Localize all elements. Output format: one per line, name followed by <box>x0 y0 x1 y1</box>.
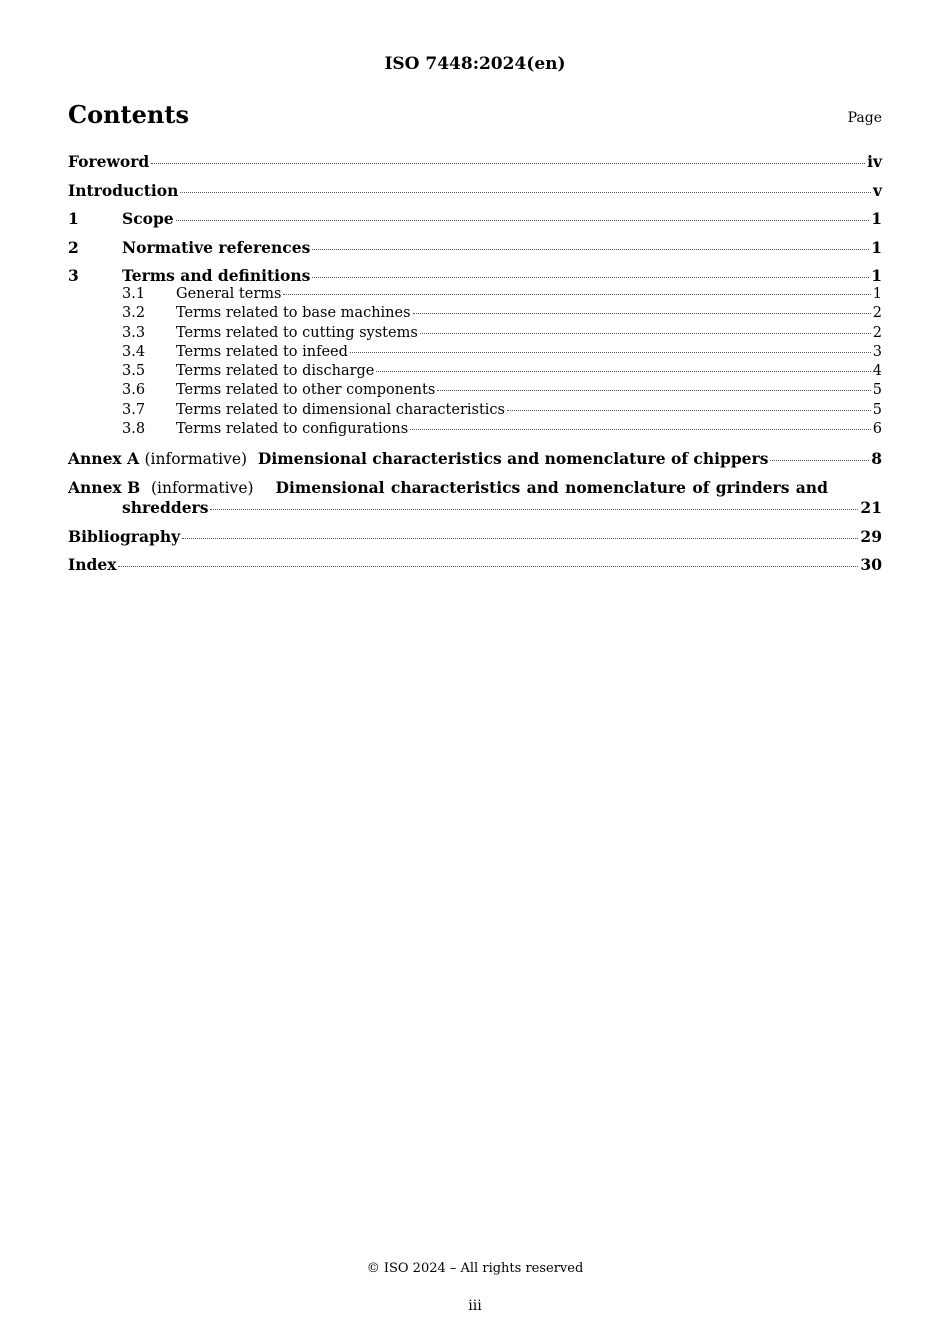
toc-entry-annex-a[interactable] <box>68 449 882 469</box>
annex-title-word: of <box>692 478 710 498</box>
table-of-contents <box>68 152 882 574</box>
annex-b-second-line <box>68 498 882 517</box>
dot-leader <box>176 220 870 221</box>
toc-entry-terms-and-definitions[interactable] <box>68 266 882 285</box>
annex-title-word: and <box>526 478 559 498</box>
toc-entry-page: 2 <box>872 324 882 341</box>
dot-leader <box>413 313 871 314</box>
toc-entry-page: 6 <box>872 421 882 438</box>
toc-entry-number: 3.5 <box>122 363 146 380</box>
toc-entry-page: 3 <box>872 343 882 360</box>
dot-leader <box>182 538 858 539</box>
toc-entry-number: 2 <box>68 237 79 257</box>
copyright-notice: © ISO 2024 – All rights reserved <box>366 1261 584 1276</box>
dot-leader <box>376 371 870 372</box>
annex-title-word: nomenclature <box>565 478 687 498</box>
toc-entry-page: 5 <box>872 401 882 418</box>
dot-leader <box>312 277 869 278</box>
annex-title-continued: shredders <box>122 498 209 518</box>
toc-entry-number: 3.4 <box>122 343 146 360</box>
toc-entry-title: Introduction <box>68 180 179 200</box>
toc-entry-page: 1 <box>871 237 882 257</box>
toc-entry-title <box>68 449 768 469</box>
annex-title-word: grinders <box>715 478 790 498</box>
dot-leader <box>770 460 869 461</box>
annex-b-first-line <box>68 478 828 498</box>
dot-leader <box>420 333 871 334</box>
dot-leader <box>437 390 870 391</box>
contents-title: Contents <box>68 100 189 129</box>
toc-entry-title: Terms and definitions <box>122 266 311 285</box>
annex-title-word: Dimensional <box>275 478 385 498</box>
annex-title <box>276 478 828 498</box>
annex-qualifier: (informative) <box>144 449 248 468</box>
annex-label-group <box>68 478 254 498</box>
toc-entry-title: Bibliography <box>68 526 181 546</box>
toc-entry-title: Terms related to dimensional characteristics <box>176 401 505 418</box>
toc-entry-number: 3.8 <box>122 421 146 438</box>
toc-entry-page: iv <box>867 152 882 171</box>
toc-entry-title: Normative references <box>122 237 311 257</box>
toc-entry-page: 1 <box>871 266 882 285</box>
toc-entry-bibliography[interactable] <box>68 527 882 546</box>
toc-entry-index[interactable] <box>68 555 882 574</box>
toc-subentry[interactable] <box>68 381 882 400</box>
toc-entry-scope[interactable] <box>68 209 882 228</box>
toc-entry-page: 1 <box>872 286 882 302</box>
toc-entry-foreword[interactable] <box>68 152 882 171</box>
toc-entry-page: 4 <box>872 363 882 380</box>
dot-leader <box>350 352 871 353</box>
toc-entry-title: Terms related to discharge <box>176 363 375 380</box>
toc-entry-title: Terms related to infeed <box>176 343 348 360</box>
toc-entry-introduction[interactable] <box>68 181 882 200</box>
toc-subentry[interactable] <box>68 401 882 420</box>
toc-entry-number: 3.3 <box>122 324 146 341</box>
toc-entry-title: Index <box>68 555 117 575</box>
toc-subentry[interactable] <box>68 304 882 323</box>
toc-entry-page: 2 <box>872 305 882 322</box>
toc-entry-title: General terms <box>176 286 282 302</box>
dot-leader <box>180 192 871 193</box>
dot-leader <box>118 566 858 567</box>
dot-leader <box>151 163 865 164</box>
document-id: ISO 7448:2024(en) <box>384 54 566 74</box>
toc-entry-annex-b[interactable] <box>68 478 882 517</box>
dot-leader <box>507 410 871 411</box>
toc-entry-page: 30 <box>860 555 882 575</box>
annex-qualifier: (informative) <box>150 479 254 498</box>
toc-entry-title: Scope <box>122 209 174 228</box>
toc-subentry[interactable] <box>68 285 882 304</box>
dot-leader <box>283 294 870 295</box>
toc-subentry[interactable] <box>68 324 882 343</box>
toc-entry-number: 3 <box>68 266 79 285</box>
toc-entry-title: Terms related to configurations <box>176 421 409 438</box>
toc-entry-normative-references[interactable] <box>68 238 882 257</box>
toc-subentry[interactable] <box>68 420 882 439</box>
toc-entry-title: Terms related to other components <box>176 382 436 399</box>
page-column-label: Page <box>847 110 882 126</box>
toc-entry-number: 1 <box>68 209 79 228</box>
toc-entry-number: 3.1 <box>122 286 146 302</box>
toc-entry-page: 1 <box>871 209 882 228</box>
annex-title-word: characteristics <box>390 478 521 498</box>
annex-title: Dimensional characteristics and nomenclature of chippers <box>257 448 769 468</box>
dot-leader <box>210 509 858 510</box>
dot-leader <box>410 429 871 430</box>
toc-entry-page: v <box>872 180 882 200</box>
page-number: iii <box>468 1298 482 1314</box>
toc-entry-number: 3.7 <box>122 401 146 418</box>
dot-leader <box>312 249 869 250</box>
annex-label: Annex B <box>68 478 141 498</box>
toc-entry-page: 21 <box>860 498 882 518</box>
annex-title-word: and <box>795 478 828 498</box>
toc-subentry[interactable] <box>68 343 882 362</box>
toc-entry-number: 3.2 <box>122 305 146 322</box>
toc-subentry[interactable] <box>68 362 882 381</box>
toc-entry-title: Foreword <box>68 152 150 171</box>
toc-entry-page: 8 <box>871 448 882 468</box>
toc-entry-number: 3.6 <box>122 382 146 399</box>
toc-entry-page: 29 <box>860 526 882 546</box>
annex-label: Annex A <box>68 448 140 468</box>
toc-entry-title: Terms related to base machines <box>176 305 411 322</box>
toc-entry-title: Terms related to cutting systems <box>176 324 418 341</box>
toc-entry-page: 5 <box>872 382 882 399</box>
